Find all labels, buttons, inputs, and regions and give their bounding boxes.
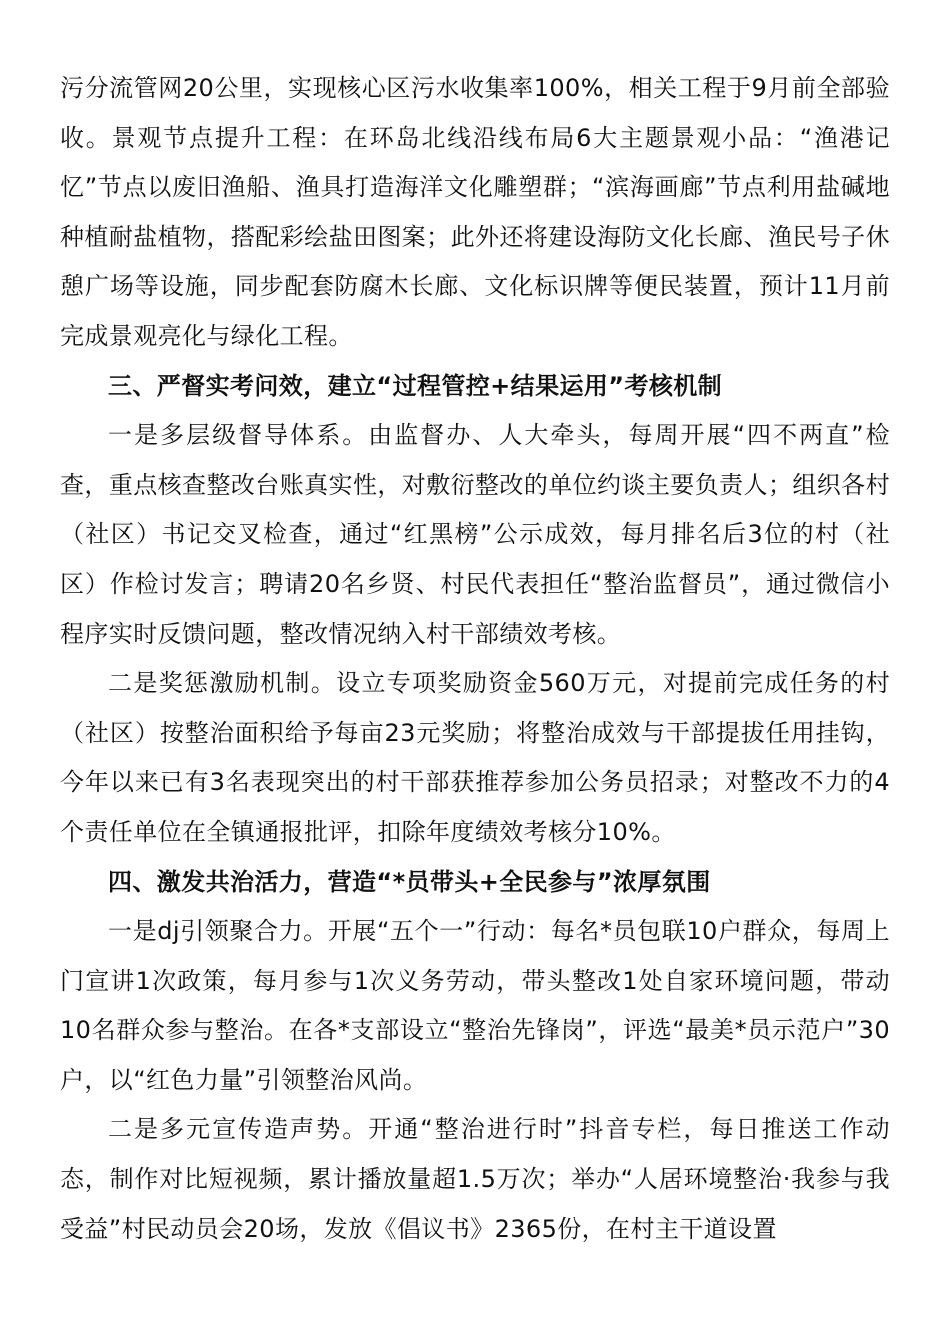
document-page bbox=[60, 64, 890, 1254]
paragraph-continuation: 污分流管网20公里，实现核心区污水收集率100%，相关工程于9月前全部验收。景观节点提升工程：在环岛北线沿线布局6大主题景观小品：“渔港记忆”节点以废旧渔船、渔具打造海洋文化雕塑群；“滨海画廊”节点利用盐碱地种植耐盐植物，搭配彩绘盐田图案；此外还将建设海防文化长廊、渔民号子休憩广场等设施，同步配套防腐木长廊、文化标识牌等便民装置，预计11月前完成景观亮化与绿化工程。 bbox=[60, 74, 890, 350]
paragraph-publicity: 二是多元宣传造声势。开通“整治进行时”抖音专栏，每日推送工作动态，制作对比短视频，累计播放量超1.5万次；举办“人居环境整治·我参与我受益”村民动员会20场，发放《倡议书》2365份，在村主干道设置 bbox=[60, 1115, 890, 1243]
paragraph-party-leadership: 一是dj引领聚合力。开展“五个一”行动：每名*员包联10户群众，每周上门宣讲1次政策，每月参与1次义务劳动，带头整改1处自家环境问题，带动10名群众参与整治。在各*支部设立“整治先锋岗”，评选“最美*员示范户”30户，以“红色力量”引领整治风尚。 bbox=[60, 917, 890, 1094]
section-heading-4: 四、激发共治活力，营造“*员带头+全民参与”浓厚氛围 bbox=[108, 867, 711, 896]
section-heading-3: 三、严督实考问效，建立“过程管控+结果运用”考核机制 bbox=[108, 371, 723, 400]
paragraph-supervision-system: 一是多层级督导体系。由监督办、人大牵头，每周开展“四不两直”检查，重点核查整改台账真实性，对敷衍整改的单位约谈主要负责人；组织各村（社区）书记交叉检查，通过“红黑榜”公示成效，每月排名后3位的村（社区）作检讨发言；聘请20名乡贤、村民代表担任“整治监督员”，通过微信小程序实时反馈问题，整改情况纳入村干部绩效考核。 bbox=[60, 421, 890, 648]
paragraph-incentive-mechanism: 二是奖惩激励机制。设立专项奖励资金560万元，对提前完成任务的村（社区）按整治面积给予每亩23元奖励；将整治成效与干部提拔任用挂钩，今年以来已有3名表现突出的村干部获推荐参加公务员招录；对整改不力的4个责任单位在全镇通报批评，扣除年度绩效考核分10%。 bbox=[60, 669, 890, 846]
